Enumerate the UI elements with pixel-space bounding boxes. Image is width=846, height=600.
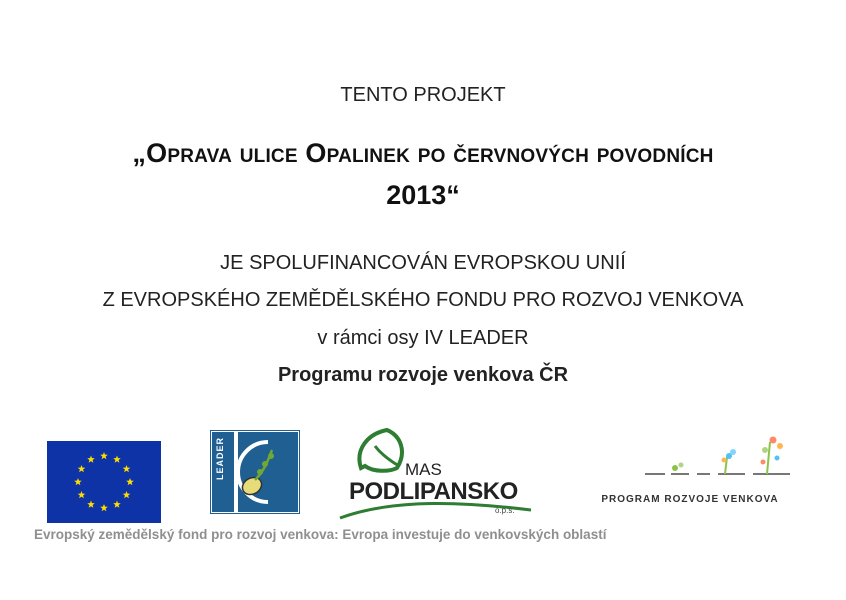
eu-star-icon [113,455,121,462]
leader-logo [210,430,300,514]
footer-text: Evropský zemědělský fond pro rozvoj venkova: Evropa investuje do venkovských oblastí [34,527,607,542]
eu-star-icon [78,465,86,472]
eu-stars-icon [47,441,161,523]
project-title-line-1: „Oprava ulice Opalinek po červnových povodních [132,138,714,168]
mas-podlipansko-logo [335,428,535,520]
eu-star-icon [123,491,131,498]
funding-line-1: JE SPOLUFINANCOVÁN EVROPSKOU UNIÍ [220,252,626,274]
eu-star-icon [74,478,82,485]
eu-star-icon [113,501,121,508]
mas-line-2: PODLIPANSKO [349,478,518,505]
program-rozvoje-venkova-logo [585,432,795,514]
eu-star-icon [100,504,108,511]
eu-flag-logo [47,441,161,523]
funding-line-3: v rámci osy IV LEADER [317,327,529,349]
eu-star-icon [87,455,95,462]
eu-star-icon [126,478,134,485]
eu-star-icon [123,465,131,472]
eu-star-icon [78,491,86,498]
funding-line-2: Z EVROPSKÉHO ZEMĚDĚLSKÉHO FONDU PRO ROZVOJ VENKOVA [102,289,744,311]
mas-line-1: MAS [405,460,442,479]
programme-name: Programu rozvoje venkova ČR [277,364,569,386]
eu-star-icon [87,501,95,508]
intro-text: TENTO PROJEKT [340,84,506,106]
prv-text: PROGRAM ROZVOJE VENKOVA [601,494,779,505]
leader-word: LEADER [215,436,225,480]
mas-line-3: o.p.s. [495,506,515,515]
project-title-line-2: 2013“ [386,180,460,210]
eu-star-icon [100,452,108,459]
